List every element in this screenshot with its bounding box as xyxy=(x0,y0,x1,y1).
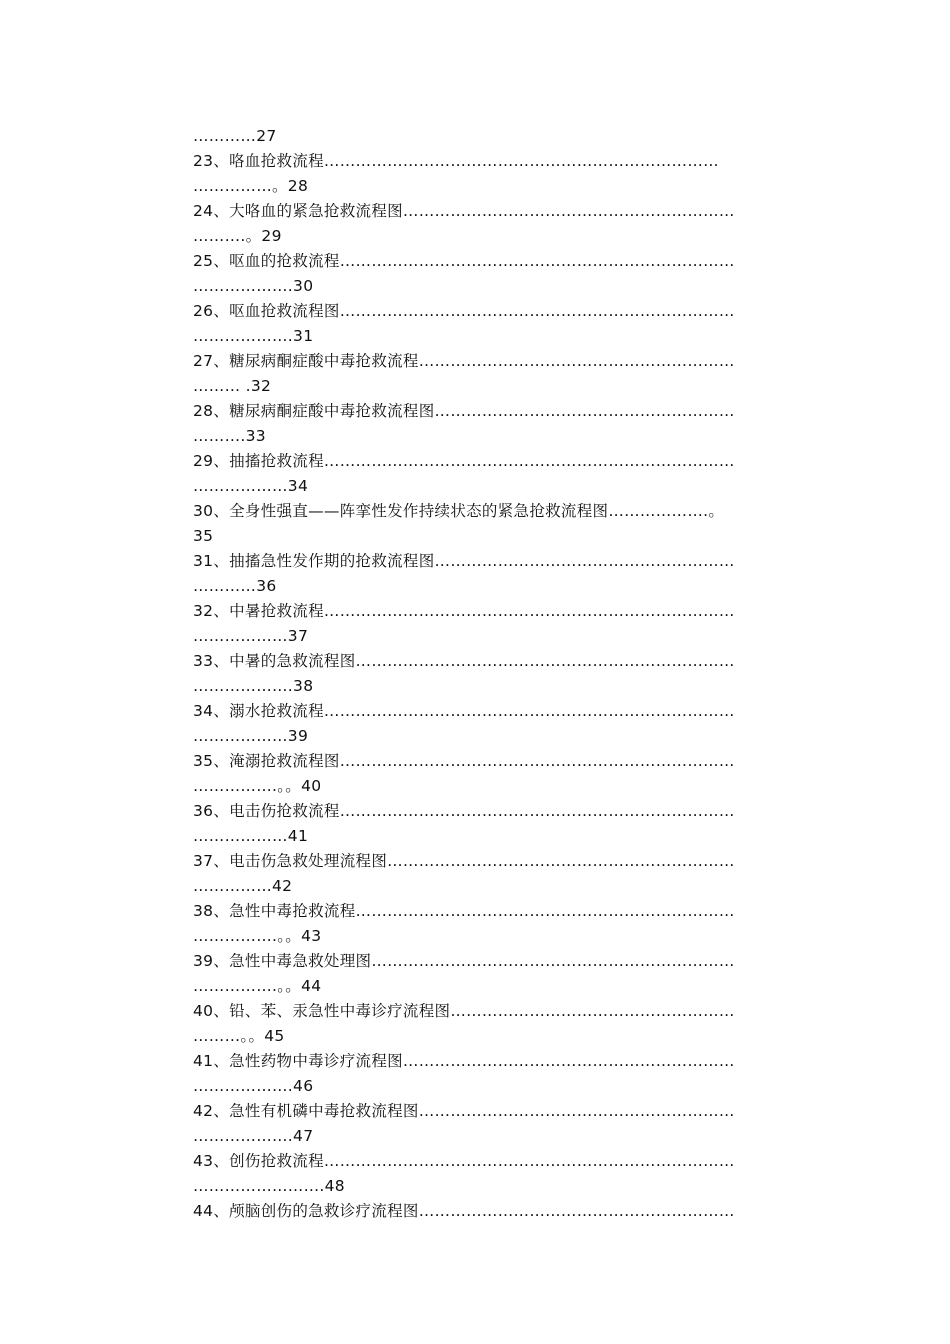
toc-line: ……………。28 xyxy=(193,177,309,195)
toc-entry-27: 27、糖尿病酮症酸中毒抢救流程…………………………………………………… xyxy=(193,352,735,370)
toc-line: …………….。。40 xyxy=(193,777,322,795)
toc-line: ……… .32 xyxy=(193,377,272,395)
toc-entry-40: 40、铅、苯、汞急性中毒诊疗流程图……………………………………………… xyxy=(193,1002,735,1020)
toc-line: ………………37 xyxy=(193,627,309,645)
toc-entry-26: 26、呕血抢救流程图………………………………………………………………… xyxy=(193,302,735,320)
toc-entry-41: 41、急性药物中毒诊疗流程图……………………………………………………… xyxy=(193,1052,735,1070)
toc-entry-31: 31、抽搐急性发作期的抢救流程图………………………………………………… xyxy=(193,552,735,570)
toc-entry-28: 28、糖尿病酮症酸中毒抢救流程图………………………………………………… xyxy=(193,402,735,420)
toc-line: ………。。45 xyxy=(193,1027,285,1045)
toc-line: ……………….47 xyxy=(193,1127,314,1145)
toc-line: ………………39 xyxy=(193,727,309,745)
toc-line: ……………….30 xyxy=(193,277,314,295)
toc-entry-34: 34、溺水抢救流程…………………………………………………………………… xyxy=(193,702,735,720)
toc-line: 35 xyxy=(193,527,214,545)
toc-entry-24: 24、大咯血的紧急抢救流程图……………………………………………………… xyxy=(193,202,735,220)
toc-entry-25: 25、呕血的抢救流程………………………………………………………………… xyxy=(193,252,735,270)
toc-line: ……………42 xyxy=(193,877,293,895)
toc-entry-44: 44、颅脑创伤的急救诊疗流程图…………………………………………………… xyxy=(193,1202,735,1220)
toc-entry-36: 36、电击伤抢救流程………………………………………………………………… xyxy=(193,802,735,820)
table-of-contents xyxy=(193,124,813,1224)
toc-line: …………………….48 xyxy=(193,1177,345,1195)
toc-entry-43: 43、创伤抢救流程…………………………………………………………………… xyxy=(193,1152,735,1170)
toc-entry-33: 33、中暑的急救流程图……………………………………………………………… xyxy=(193,652,735,670)
toc-entry-37: 37、电击伤急救处理流程图………………………………………………………… xyxy=(193,852,735,870)
toc-entry-30: 30、全身性强直——阵挛性发作持续状态的紧急抢救流程图……………….。 xyxy=(193,502,725,520)
toc-line: ………………41 xyxy=(193,827,309,845)
toc-entry-23: 23、咯血抢救流程………………………………………………………………… xyxy=(193,152,719,170)
toc-line: …………….。。43 xyxy=(193,927,322,945)
toc-entry-32: 32、中暑抢救流程…………………………………………………………………… xyxy=(193,602,735,620)
toc-line: …………27 xyxy=(193,127,277,145)
toc-line: ……….33 xyxy=(193,427,266,445)
toc-line: …………….。。44 xyxy=(193,977,322,995)
toc-line: …………36 xyxy=(193,577,277,595)
toc-line: ……………….38 xyxy=(193,677,314,695)
toc-entry-38: 38、急性中毒抢救流程……………………………………………………………… xyxy=(193,902,735,920)
toc-line: ……………….31 xyxy=(193,327,314,345)
toc-entry-35: 35、淹溺抢救流程图………………………………………………………………… xyxy=(193,752,735,770)
toc-line: ………………34 xyxy=(193,477,309,495)
toc-entry-39: 39、急性中毒急救处理图…………………………………………………………… xyxy=(193,952,735,970)
toc-line: ……………….46 xyxy=(193,1077,314,1095)
toc-entry-29: 29、抽搐抢救流程…………………………………………………………………… xyxy=(193,452,735,470)
toc-entry-42: 42、急性有机磷中毒抢救流程图…………………………………………………… xyxy=(193,1102,735,1120)
toc-line: ……….。29 xyxy=(193,227,282,245)
